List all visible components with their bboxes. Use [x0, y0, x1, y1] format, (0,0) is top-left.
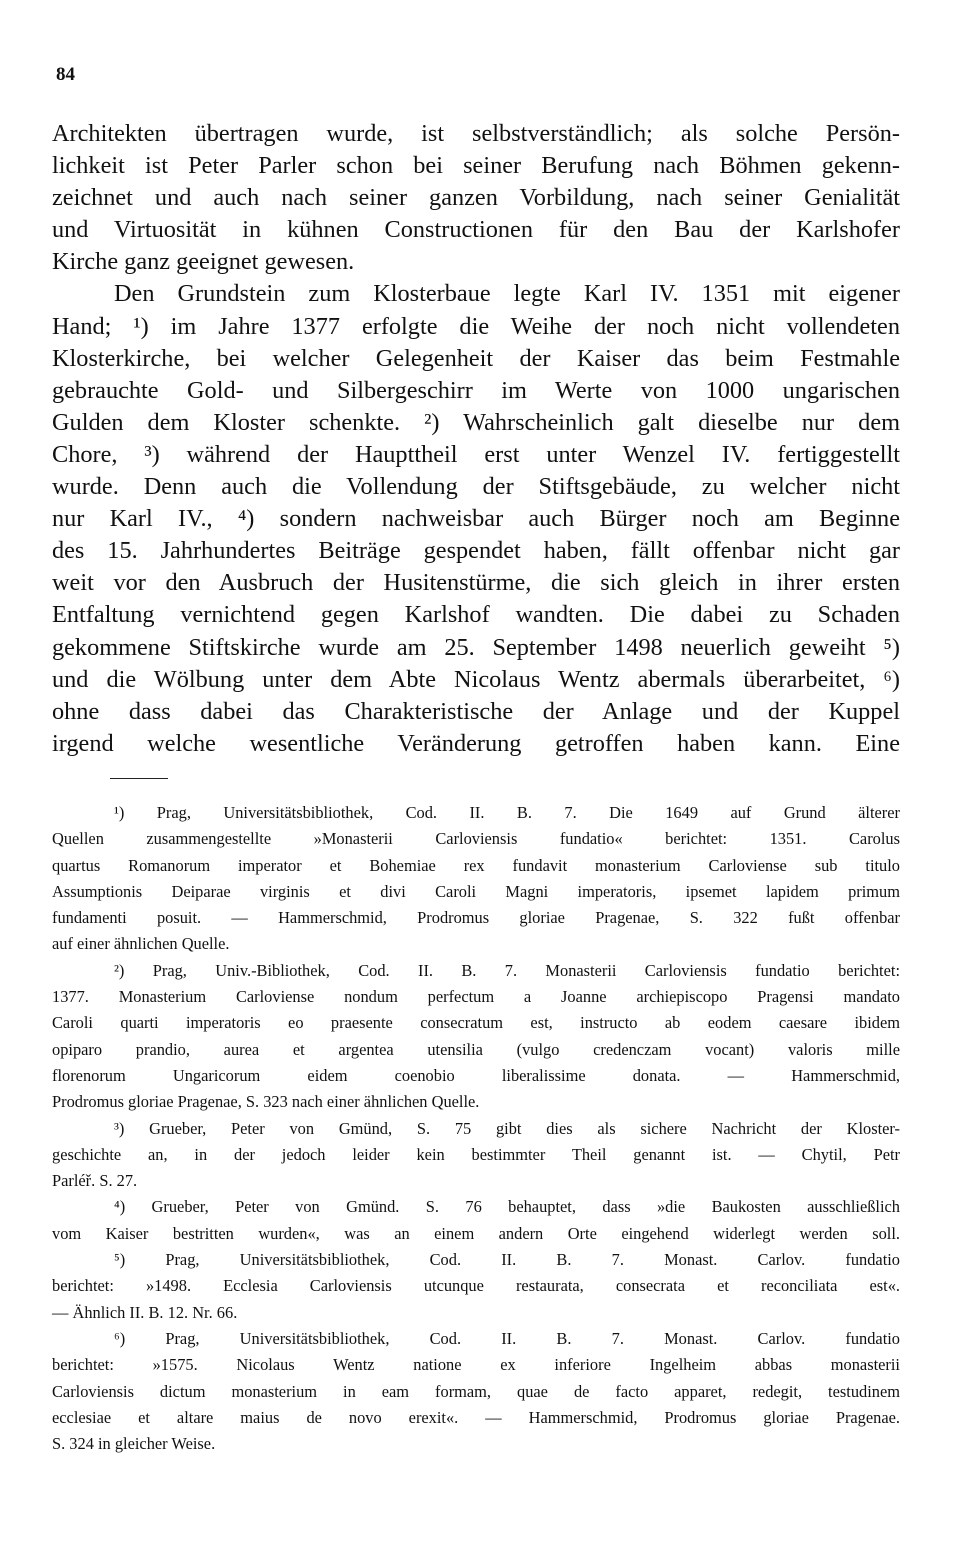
- footnote-line: — Ähnlich II. B. 12. Nr. 66.: [52, 1302, 238, 1322]
- footnote-line: Carloviensis dictum monasterium in eam formam, quae de facto apparet, redegit, testudinem: [52, 1381, 900, 1401]
- text-line: und Virtuosität in kühnen Constructionen für den Bau der Karlshofer: [52, 216, 900, 244]
- text-line: des 15. Jahrhundertes Beiträge gespendet haben, fällt offenbar nicht gar: [52, 537, 900, 565]
- text-line: zeichnet und auch nach seiner ganzen Vorbildung, nach seiner Genialität: [52, 184, 900, 212]
- footnote-line: florenorum Ungaricorum eidem coenobio liberalissime donata. — Hammerschmid,: [52, 1065, 900, 1085]
- footnote-line: ¹) Prag, Universitätsbibliothek, Cod. II. B. 7. Die 1649 auf Grund älterer: [114, 803, 900, 822]
- footnote-line: ecclesiae et altare maius de novo erexit«. — Hammerschmid, Prodromus gloriae Pragenae.: [52, 1407, 900, 1427]
- text-line: und die Wölbung unter dem Abte Nicolaus Wentz abermals überarbeitet, ⁶): [52, 665, 900, 693]
- footnote-line: berichtet: »1498. Ecclesia Carloviensis utcunque restaurata, consecrata et reconciliata est«.: [52, 1276, 900, 1296]
- footnote-line: geschichte an, in der jedoch leider kein bestimmter Theil genannt ist. — Chytil, Petr: [52, 1144, 900, 1164]
- footnote-line: ³) Grueber, Peter von Gmünd, S. 75 gibt dies als sichere Nachricht der Kloster-: [114, 1118, 900, 1138]
- text-line: Architekten übertragen wurde, ist selbstverständlich; als solche Persön-: [52, 120, 900, 147]
- footnote-line: quartus Romanorum imperator et Bohemiae rex fundavit monasterium Carloviense sub titulo: [52, 855, 900, 875]
- footnote-line: S. 324 in gleicher Weise.: [52, 1434, 216, 1454]
- footnote-line: 1377. Monasterium Carloviense nondum perfectum a Joanne archiepiscopo Pragensi mandato: [52, 987, 900, 1007]
- text-line: Kirche ganz geeignet gewesen.: [52, 248, 355, 276]
- text-line: wurde. Denn auch die Vollendung der Stiftsgebäude, zu welcher nicht: [52, 473, 900, 501]
- text-line: Entfaltung vernichtend gegen Karlshof wandten. Die dabei zu Schaden: [52, 601, 900, 629]
- footnote-line: berichtet: »1575. Nicolaus Wentz natione ex inferiore Ingelheim abbas monasterii: [52, 1355, 900, 1375]
- text-line: Chore, ³) während der Haupttheil erst unter Wenzel IV. fertiggestellt: [52, 440, 900, 468]
- footnote-line: ⁵) Prag, Universitätsbibliothek, Cod. II. B. 7. Monast. Carlov. fundatio: [114, 1250, 900, 1270]
- main-text: [52, 118, 900, 760]
- text-line: lichkeit ist Peter Parler schon bei seiner Berufung nach Böhmen gekenn-: [52, 152, 900, 180]
- text-line: ohne dass dabei das Charakteristische der Anlage und der Kuppel: [52, 697, 900, 725]
- footnote-line: Parléř. S. 27.: [52, 1171, 138, 1191]
- footnote-line: Quellen zusammengestellte »Monasterii Carloviensis fundatio« berichtet: 1351. Carolus: [52, 829, 900, 849]
- text-line: irgend welche wesentliche Veränderung getroffen haben kann. Eine: [52, 729, 900, 757]
- text-line: gekommene Stiftskirche wurde am 25. September 1498 neuerlich geweiht ⁵): [52, 633, 900, 661]
- footnote-line: ⁴) Grueber, Peter von Gmünd. S. 76 behauptet, dass »die Baukosten ausschließlich: [114, 1197, 900, 1217]
- footnote-line: ⁶) Prag, Universitätsbibliothek, Cod. II. B. 7. Monast. Carlov. fundatio: [114, 1328, 900, 1348]
- footnote-line: opiparo prandio, aurea et argentea utensilia (vulgo credenczam vocant) valoris mille: [52, 1039, 900, 1059]
- text-line: Gulden dem Kloster schenkte. ²) Wahrscheinlich galt dieselbe nur dem: [52, 408, 900, 436]
- footnote-line: vom Kaiser bestritten wurden«, was an einem andern Orte eingehend widerlegt werden soll.: [52, 1223, 900, 1243]
- footnote-line: Prodromus gloriae Pragenae, S. 323 nach einer ähnlichen Quelle.: [52, 1092, 480, 1112]
- text-line: Klosterkirche, bei welcher Gelegenheit der Kaiser das beim Festmahle: [52, 344, 900, 372]
- footnote-line: Assumptionis Deiparae virginis et divi Caroli Magni imperatoris, ipsemet lapidem primum: [52, 881, 900, 901]
- footnote-line: Caroli quarti imperatoris eo praesente consecratum est, instructo ab eodem caesare ibidem: [52, 1013, 900, 1033]
- footnote-line: auf einer ähnlichen Quelle.: [52, 934, 230, 954]
- page-number: 84: [56, 64, 75, 85]
- text-line: nur Karl IV., ⁴) sondern nachweisbar auch Bürger noch am Beginne: [52, 505, 900, 533]
- text-line: weit vor den Ausbruch der Husitenstürme, die sich gleich in ihrer ersten: [52, 569, 900, 597]
- text-line: Hand; ¹) im Jahre 1377 erfolgte die Weihe der noch nicht vollendeten: [52, 312, 900, 340]
- footnote-line: fundamenti posuit. — Hammerschmid, Prodromus gloriae Pragenae, S. 322 fußt offenbar: [52, 908, 900, 928]
- footnotes: [52, 800, 900, 1457]
- footnote-separator: [110, 778, 168, 779]
- text-line: gebrauchte Gold- und Silbergeschirr im Werte von 1000 ungarischen: [52, 376, 900, 404]
- text-line: Den Grundstein zum Klosterbaue legte Karl IV. 1351 mit eigener: [114, 280, 900, 308]
- footnote-line: ²) Prag, Univ.-Bibliothek, Cod. II. B. 7. Monasterii Carloviensis fundatio berichtet:: [114, 960, 900, 980]
